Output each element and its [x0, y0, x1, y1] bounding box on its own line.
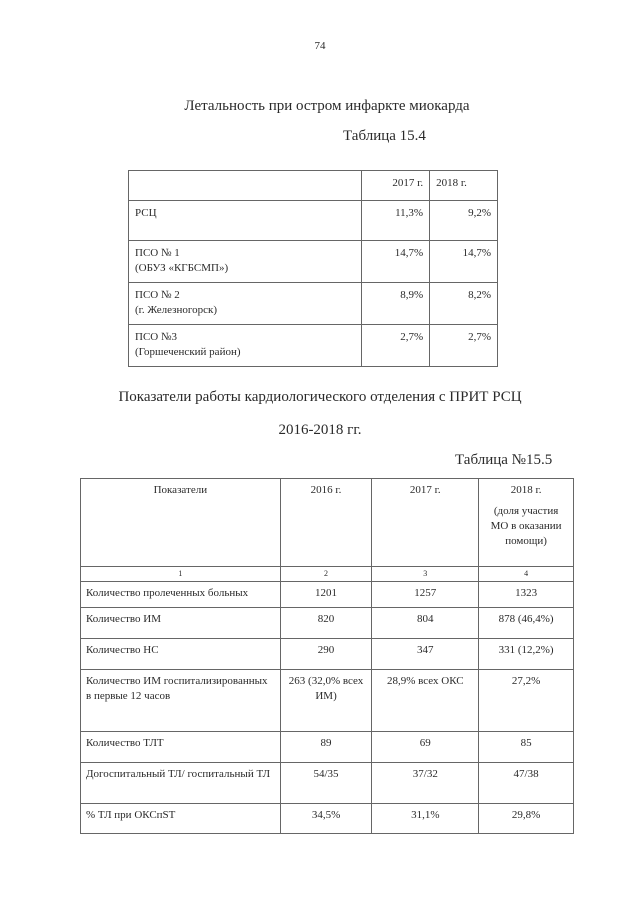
indicator-name: % ТЛ при ОКСпST — [81, 804, 281, 834]
value-2018: 2,7% — [430, 325, 498, 367]
table-row — [129, 201, 498, 241]
value-2018: 878 (46,4%) — [479, 608, 574, 639]
table1-caption: Таблица 15.4 — [343, 128, 426, 144]
table-row — [81, 763, 574, 804]
header-2018-note: (доля участия МО в оказании помощи) — [490, 505, 562, 547]
header-2018-cell — [479, 479, 574, 567]
header-2018: 2018 г. — [510, 484, 542, 496]
table-row — [129, 241, 498, 283]
header-2017: 2017 г. — [372, 479, 479, 567]
header-cell — [129, 171, 362, 201]
table-row — [81, 639, 574, 670]
indicator-name: Количество пролеченных больных — [81, 582, 281, 608]
value-2018: 27,2% — [479, 670, 574, 732]
value-2016: 290 — [280, 639, 372, 670]
table-row — [81, 582, 574, 608]
row-label — [129, 283, 362, 325]
indicator-name: Количество ИМ госпитализированных в первые 12 часов — [81, 670, 281, 732]
facility-name: ПСО № 1 — [135, 247, 180, 259]
value-2018: 47/38 — [479, 763, 574, 804]
mortality-table — [128, 170, 498, 367]
value-2018: 14,7% — [430, 241, 498, 283]
table-row — [81, 804, 574, 834]
value-2017: 14,7% — [362, 241, 430, 283]
table-row — [129, 325, 498, 367]
indicator-name: Догоспитальный ТЛ/ госпитальный ТЛ — [81, 763, 281, 804]
indicator-name: Количество ИМ — [81, 608, 281, 639]
table2-title: Показатели работы кардиологического отделения с ПРИТ РСЦ — [118, 389, 522, 405]
value-2018: 1323 — [479, 582, 574, 608]
row-label — [129, 241, 362, 283]
facility-name: РСЦ — [135, 207, 157, 219]
table1-title: Летальность при остром инфаркте миокарда — [184, 98, 470, 114]
value-2017: 2,7% — [362, 325, 430, 367]
value-2017: 28,9% всех ОКС — [372, 670, 479, 732]
value-2016: 54/35 — [280, 763, 372, 804]
facility-name: ПСО №3 — [135, 331, 177, 343]
table-row — [81, 732, 574, 763]
value-2017: 347 — [372, 639, 479, 670]
indicator-name: Количество НС — [81, 639, 281, 670]
row-label — [129, 201, 362, 241]
header-indicator: Показатели — [81, 479, 281, 567]
value-2018: 85 — [479, 732, 574, 763]
value-2016: 263 (32,0% всех ИМ) — [280, 670, 372, 732]
column-number: 1 — [81, 567, 281, 582]
header-cell: 2017 г. — [362, 171, 430, 201]
column-number: 4 — [479, 567, 574, 582]
row-label — [129, 325, 362, 367]
table-header-row — [129, 171, 498, 201]
value-2016: 34,5% — [280, 804, 372, 834]
table-header-row — [81, 479, 574, 567]
header-cell: 2018 г. — [430, 171, 498, 201]
value-2017: 8,9% — [362, 283, 430, 325]
facility-name: ПСО № 2 — [135, 289, 180, 301]
facility-sub: (Горшеченский район) — [135, 346, 241, 358]
column-number: 3 — [372, 567, 479, 582]
value-2018: 8,2% — [430, 283, 498, 325]
value-2017: 804 — [372, 608, 479, 639]
value-2017: 37/32 — [372, 763, 479, 804]
column-number-row — [81, 567, 574, 582]
table-row — [81, 670, 574, 732]
value-2017: 69 — [372, 732, 479, 763]
value-2018: 9,2% — [430, 201, 498, 241]
facility-sub: (г. Железногорск) — [135, 304, 217, 316]
header-2016: 2016 г. — [280, 479, 372, 567]
cardiology-indicators-table — [80, 478, 574, 834]
value-2016: 89 — [280, 732, 372, 763]
value-2017: 31,1% — [372, 804, 479, 834]
indicator-name: Количество ТЛТ — [81, 732, 281, 763]
table-row — [81, 608, 574, 639]
page-number: 74 — [314, 40, 326, 52]
table-row — [129, 283, 498, 325]
facility-sub: (ОБУЗ «КГБСМП») — [135, 262, 229, 274]
value-2017: 1257 — [372, 582, 479, 608]
table2-caption: Таблица №15.5 — [455, 452, 553, 468]
column-number: 2 — [280, 567, 372, 582]
value-2016: 1201 — [280, 582, 372, 608]
value-2018: 29,8% — [479, 804, 574, 834]
table2-years: 2016-2018 гг. — [278, 422, 362, 438]
value-2017: 11,3% — [362, 201, 430, 241]
value-2018: 331 (12,2%) — [479, 639, 574, 670]
value-2016: 820 — [280, 608, 372, 639]
